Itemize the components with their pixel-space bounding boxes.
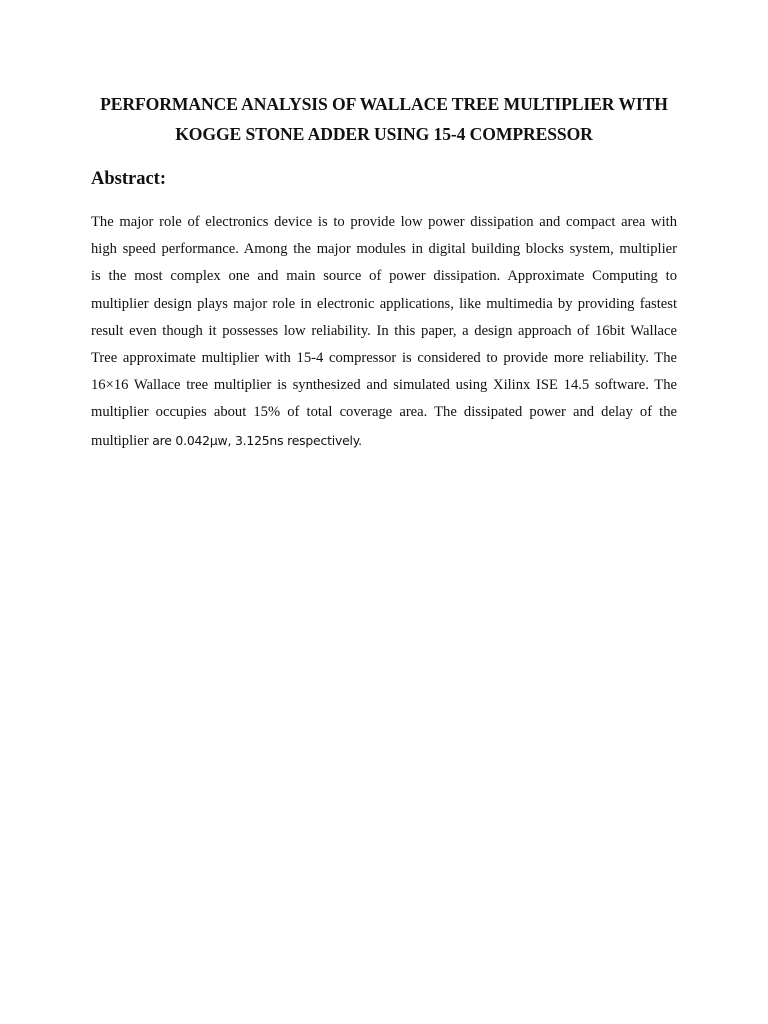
abstract-line-8: multiplier occupies about 15% of total coverage area. The dissipated power and delay of the — [91, 404, 677, 421]
paper-title-line-2: KOGGE STONE ADDER USING 15-4 COMPRESSOR — [175, 124, 593, 144]
abstract-line-9-results: are 0.042μw, 3.125ns respectively. — [152, 432, 362, 448]
abstract-line-9-prefix: multiplier — [91, 432, 153, 449]
paper-title — [70, 89, 698, 149]
abstract-line-3: is the most complex one and main source of power dissipation. Approximate Computing to — [91, 268, 677, 285]
abstract-line-5: result even though it possesses low reliability. In this paper, a design approach of 16bit Wallace — [91, 322, 677, 339]
paper-title-line-1: PERFORMANCE ANALYSIS OF WALLACE TREE MULTIPLIER WITH — [100, 94, 668, 114]
abstract-line-2: high speed performance. Among the major modules in digital building blocks system, multiplier — [91, 241, 677, 258]
abstract-line-7: 16×16 Wallace tree multiplier is synthesized and simulated using Xilinx ISE 14.5 software. The — [91, 377, 677, 394]
abstract-line-4: multiplier design plays major role in electronic applications, like multimedia by providing fastest — [91, 295, 677, 312]
abstract-line-6: Tree approximate multiplier with 15-4 compressor is considered to provide more reliability. The — [91, 349, 677, 366]
abstract-heading: Abstract: — [91, 169, 167, 189]
abstract-line-9 — [91, 427, 677, 454]
abstract-paragraph — [91, 209, 677, 454]
abstract-line-1: The major role of electronics device is to provide low power dissipation and compact area with — [91, 214, 677, 230]
